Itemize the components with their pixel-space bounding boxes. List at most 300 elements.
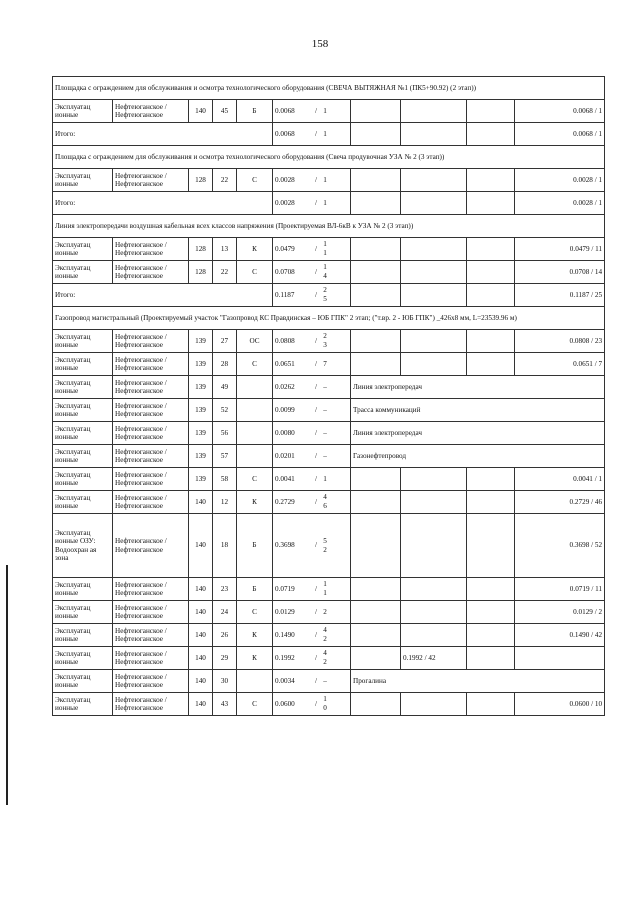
area-slash: / (315, 382, 317, 391)
quarter-number: 140 (189, 514, 213, 578)
area-denominator: 1 (323, 249, 327, 257)
table-row (53, 624, 605, 647)
land-category: Эксплуатац ионные (53, 624, 113, 647)
area-cell (273, 284, 351, 307)
section-heading-row (53, 307, 605, 330)
stand-type: С (237, 353, 273, 376)
forestry-name: Нефтеюганское / Нефтеюганское (113, 670, 189, 693)
forestry-name: Нефтеюганское / Нефтеюганское (113, 693, 189, 716)
section-total-row (53, 123, 605, 146)
row-total: 0.0129 / 2 (515, 601, 605, 624)
row-total: 0.0041 / 1 (515, 468, 605, 491)
area-cell (273, 376, 351, 399)
stand-type (237, 399, 273, 422)
land-category: Эксплуатац ионные (53, 578, 113, 601)
stand-type: К (237, 624, 273, 647)
area-slash: / (315, 630, 317, 639)
area-cell (273, 399, 351, 422)
area-numerator: 1 (323, 474, 327, 483)
area-cell (273, 192, 351, 215)
column-8-value (467, 601, 515, 624)
table-row (53, 578, 605, 601)
column-7-value (401, 514, 467, 578)
area-numerator: 4 (323, 493, 327, 502)
area-denominator: 1 (323, 589, 327, 597)
land-category: Эксплуатац ионные (53, 491, 113, 514)
area-cell (273, 261, 351, 284)
compartment-number: 29 (213, 647, 237, 670)
table-row (53, 647, 605, 670)
quarter-number: 140 (189, 624, 213, 647)
forestry-name: Нефтеюганское / Нефтеюганское (113, 376, 189, 399)
total-label: Итого: (53, 284, 273, 307)
section-heading: Линия электропередачи воздушная кабельная всех классов напряжения (Проектируемая ВЛ-6кВ к УЗА № 2 (3 этап)) (53, 215, 605, 238)
compartment-number: 22 (213, 169, 237, 192)
section-total-value: 0.0028 / 1 (515, 192, 605, 215)
area-numerator: 7 (323, 359, 327, 368)
compartment-number: 49 (213, 376, 237, 399)
empty-cell (351, 514, 401, 578)
column-8-value (467, 330, 515, 353)
compartment-number: 57 (213, 445, 237, 468)
area-denominator: 6 (323, 502, 327, 510)
area-value: 0.0262 (275, 382, 295, 391)
page-number: 158 (311, 38, 329, 50)
empty-cell (351, 353, 401, 376)
area-cell (273, 100, 351, 123)
stand-type (237, 445, 273, 468)
row-total: 0.0719 / 11 (515, 578, 605, 601)
column-7-value (401, 693, 467, 716)
column-7-value (401, 169, 467, 192)
column-7-value: 0.1992 / 42 (401, 647, 467, 670)
empty-cell (467, 284, 515, 307)
forestry-name: Нефтеюганское / Нефтеюганское (113, 399, 189, 422)
area-cell (273, 468, 351, 491)
area-slash: / (315, 497, 317, 506)
area-numerator: – (323, 405, 327, 414)
area-cell (273, 693, 351, 716)
area-slash: / (315, 198, 317, 207)
area-slash: / (315, 290, 317, 299)
table-row (53, 399, 605, 422)
column-7-value (401, 238, 467, 261)
area-cell (273, 601, 351, 624)
forestry-name: Нефтеюганское / Нефтеюганское (113, 422, 189, 445)
land-category: Эксплуатац ионные (53, 376, 113, 399)
area-fraction (321, 493, 329, 510)
stand-type: Б (237, 578, 273, 601)
empty-cell (467, 192, 515, 215)
stand-type (237, 670, 273, 693)
empty-cell (401, 284, 467, 307)
land-category: Эксплуатац ионные (53, 601, 113, 624)
column-7-value (401, 261, 467, 284)
column-8-value (467, 624, 515, 647)
area-cell (273, 624, 351, 647)
area-slash: / (315, 359, 317, 368)
area-numerator: 1 (323, 129, 327, 138)
area-fraction (321, 199, 329, 208)
stand-type: С (237, 468, 273, 491)
stand-type: Б (237, 514, 273, 578)
column-7-value (401, 578, 467, 601)
compartment-number: 58 (213, 468, 237, 491)
stand-type: ОС (237, 330, 273, 353)
section-total-value: 0.1187 / 25 (515, 284, 605, 307)
area-fraction (321, 608, 329, 617)
stand-type (237, 376, 273, 399)
area-value: 0.0129 (275, 607, 295, 616)
table-row (53, 670, 605, 693)
land-category: Эксплуатац ионные (53, 100, 113, 123)
area-fraction (321, 475, 329, 484)
compartment-number: 12 (213, 491, 237, 514)
area-cell (273, 330, 351, 353)
column-8-value (467, 261, 515, 284)
column-8-value (467, 238, 515, 261)
area-cell (273, 238, 351, 261)
area-numerator: – (323, 428, 327, 437)
stand-type: К (237, 647, 273, 670)
land-use-note: Линия электропередач (351, 422, 605, 445)
row-total: 0.1490 / 42 (515, 624, 605, 647)
area-slash: / (315, 584, 317, 593)
area-cell (273, 514, 351, 578)
land-category: Эксплуатац ионные (53, 445, 113, 468)
area-value: 0.0719 (275, 584, 295, 593)
area-fraction (321, 626, 329, 643)
area-denominator: 2 (323, 545, 327, 554)
column-8-value (467, 647, 515, 670)
section-heading-row (53, 77, 605, 100)
area-slash: / (315, 607, 317, 616)
column-7-value (401, 353, 467, 376)
quarter-number: 128 (189, 169, 213, 192)
area-fraction (321, 176, 329, 185)
forestry-name: Нефтеюганское / Нефтеюганское (113, 100, 189, 123)
quarter-number: 139 (189, 445, 213, 468)
column-8-value (467, 514, 515, 578)
area-cell (273, 123, 351, 146)
area-value: 0.0651 (275, 359, 295, 368)
area-slash: / (315, 653, 317, 662)
compartment-number: 23 (213, 578, 237, 601)
area-slash: / (315, 451, 317, 460)
area-value: 0.0034 (275, 676, 295, 685)
stand-type: Б (237, 100, 273, 123)
land-use-note: Линия электропередач (351, 376, 605, 399)
compartment-number: 45 (213, 100, 237, 123)
section-heading-row (53, 215, 605, 238)
area-cell (273, 670, 351, 693)
stand-type: К (237, 238, 273, 261)
quarter-number: 140 (189, 670, 213, 693)
area-fraction (321, 677, 329, 686)
compartment-number: 24 (213, 601, 237, 624)
area-value: 0.0708 (275, 267, 295, 276)
quarter-number: 139 (189, 330, 213, 353)
stand-type: С (237, 261, 273, 284)
area-numerator: – (323, 382, 327, 391)
row-total: 0.0651 / 7 (515, 353, 605, 376)
quarter-number: 139 (189, 468, 213, 491)
area-denominator: 0 (323, 704, 327, 712)
area-cell (273, 445, 351, 468)
area-value: 0.1490 (275, 630, 295, 639)
area-numerator: 2 (323, 332, 327, 341)
area-numerator: 2 (323, 286, 327, 295)
table-row (53, 445, 605, 468)
forestry-name: Нефтеюганское / Нефтеюганское (113, 468, 189, 491)
land-category: Эксплуатац ионные (53, 399, 113, 422)
area-fraction (321, 360, 329, 369)
quarter-number: 139 (189, 353, 213, 376)
area-cell (273, 169, 351, 192)
empty-cell (351, 100, 401, 123)
forestry-name: Нефтеюганское / Нефтеюганское (113, 330, 189, 353)
area-numerator: 5 (323, 536, 327, 545)
area-numerator: 1 (323, 263, 327, 272)
table-row (53, 100, 605, 123)
area-numerator: 4 (323, 626, 327, 635)
empty-cell (351, 123, 401, 146)
area-cell (273, 353, 351, 376)
forestry-name: Нефтеюганское / Нефтеюганское (113, 491, 189, 514)
section-total-row (53, 284, 605, 307)
area-value: 0.0080 (275, 428, 295, 437)
column-8-value (467, 693, 515, 716)
compartment-number: 28 (213, 353, 237, 376)
table-row (53, 169, 605, 192)
stand-type: С (237, 169, 273, 192)
table-row (53, 693, 605, 716)
empty-cell (351, 578, 401, 601)
area-slash: / (315, 699, 317, 708)
table-row (53, 353, 605, 376)
area-fraction (321, 286, 329, 303)
quarter-number: 140 (189, 601, 213, 624)
empty-cell (351, 169, 401, 192)
area-fraction (321, 537, 329, 554)
column-8-value (467, 169, 515, 192)
area-slash: / (315, 428, 317, 437)
area-fraction (321, 130, 329, 139)
quarter-number: 139 (189, 376, 213, 399)
area-numerator: 2 (323, 607, 327, 616)
empty-cell (351, 261, 401, 284)
compartment-number: 56 (213, 422, 237, 445)
forest-plot-table (52, 76, 605, 716)
compartment-number: 26 (213, 624, 237, 647)
row-total: 0.0068 / 1 (515, 100, 605, 123)
area-denominator: 2 (323, 658, 327, 666)
area-cell (273, 647, 351, 670)
compartment-number: 30 (213, 670, 237, 693)
row-total: 0.0600 / 10 (515, 693, 605, 716)
table-row (53, 261, 605, 284)
quarter-number: 140 (189, 100, 213, 123)
empty-cell (467, 123, 515, 146)
area-cell (273, 422, 351, 445)
section-heading: Газопровод магистральный (Проектируемый участок "Газопровод КС Правдинская – ЮБ ГПК" 2 этап; ("т.вр. 2 - ЮБ ГПК") _426х8 мм, L=23539.96 м) (53, 307, 605, 330)
forestry-name: Нефтеюганское / Нефтеюганское (113, 578, 189, 601)
forestry-name: Нефтеюганское / Нефтеюганское (113, 647, 189, 670)
table-row (53, 238, 605, 261)
column-7-value (401, 491, 467, 514)
table-row (53, 330, 605, 353)
compartment-number: 22 (213, 261, 237, 284)
quarter-number: 139 (189, 422, 213, 445)
area-value: 0.0099 (275, 405, 295, 414)
column-7-value (401, 601, 467, 624)
area-fraction (321, 383, 329, 392)
empty-cell (351, 330, 401, 353)
compartment-number: 18 (213, 514, 237, 578)
quarter-number: 140 (189, 578, 213, 601)
area-fraction (321, 580, 329, 597)
section-heading: Площадка с ограждением для обслуживания и осмотра технологического оборудования (Свеча продувочная УЗА № 2 (3 этап)) (53, 146, 605, 169)
forestry-name: Нефтеюганское / Нефтеюганское (113, 514, 189, 578)
forestry-name: Нефтеюганское / Нефтеюганское (113, 445, 189, 468)
area-slash: / (315, 175, 317, 184)
area-slash: / (315, 336, 317, 345)
forestry-name: Нефтеюганское / Нефтеюганское (113, 238, 189, 261)
column-8-value (467, 578, 515, 601)
area-slash: / (315, 129, 317, 138)
area-slash: / (315, 244, 317, 253)
area-fraction (321, 240, 329, 257)
section-heading-row (53, 146, 605, 169)
area-fraction (321, 649, 329, 666)
land-category: Эксплуатац ионные (53, 693, 113, 716)
area-value: 0.0028 (275, 175, 295, 184)
empty-cell (351, 647, 401, 670)
total-label: Итого: (53, 123, 273, 146)
area-value: 0.0028 (275, 198, 295, 207)
land-category: Эксплуатац ионные (53, 647, 113, 670)
area-cell (273, 578, 351, 601)
area-numerator: 1 (323, 198, 327, 207)
area-value: 0.0041 (275, 474, 295, 483)
area-cell (273, 491, 351, 514)
area-slash: / (315, 474, 317, 483)
row-total: 0.0708 / 14 (515, 261, 605, 284)
stand-type (237, 422, 273, 445)
forestry-name: Нефтеюганское / Нефтеюганское (113, 169, 189, 192)
compartment-number: 43 (213, 693, 237, 716)
column-7-value (401, 624, 467, 647)
land-category: Эксплуатац ионные ОЗУ: Водоохран ая зона (53, 514, 113, 578)
column-7-value (401, 468, 467, 491)
area-value: 0.0201 (275, 451, 295, 460)
land-category: Эксплуатац ионные (53, 238, 113, 261)
land-category: Эксплуатац ионные (53, 468, 113, 491)
area-numerator: 1 (323, 175, 327, 184)
quarter-number: 140 (189, 693, 213, 716)
column-7-value (401, 100, 467, 123)
forestry-name: Нефтеюганское / Нефтеюганское (113, 261, 189, 284)
area-numerator: 1 (323, 240, 327, 249)
compartment-number: 27 (213, 330, 237, 353)
table-row (53, 468, 605, 491)
area-numerator: 4 (323, 649, 327, 658)
area-value: 0.2729 (275, 497, 295, 506)
stand-type: К (237, 491, 273, 514)
compartment-number: 52 (213, 399, 237, 422)
area-numerator: 1 (323, 106, 327, 115)
empty-cell (351, 192, 401, 215)
empty-cell (351, 693, 401, 716)
area-value: 0.1992 (275, 653, 295, 662)
forestry-name: Нефтеюганское / Нефтеюганское (113, 624, 189, 647)
land-use-note: Трасса коммуникаций (351, 399, 605, 422)
quarter-number: 128 (189, 261, 213, 284)
row-total: 0.3698 / 52 (515, 514, 605, 578)
land-category: Эксплуатац ионные (53, 330, 113, 353)
row-total: 0.0028 / 1 (515, 169, 605, 192)
area-value: 0.0808 (275, 336, 295, 345)
area-fraction (321, 452, 329, 461)
empty-cell (401, 192, 467, 215)
area-value: 0.0600 (275, 699, 295, 708)
compartment-number: 13 (213, 238, 237, 261)
row-total (515, 647, 605, 670)
area-slash: / (315, 541, 317, 550)
empty-cell (351, 468, 401, 491)
land-category: Эксплуатац ионные (53, 422, 113, 445)
area-denominator: 2 (323, 635, 327, 643)
area-fraction (321, 695, 329, 712)
section-total-row (53, 192, 605, 215)
land-use-note: Газонефтепровод (351, 445, 605, 468)
quarter-number: 140 (189, 491, 213, 514)
empty-cell (351, 284, 401, 307)
column-8-value (467, 100, 515, 123)
area-fraction (321, 429, 329, 438)
land-category: Эксплуатац ионные (53, 169, 113, 192)
area-slash: / (315, 106, 317, 115)
table-row (53, 422, 605, 445)
empty-cell (401, 123, 467, 146)
area-slash: / (315, 267, 317, 276)
stand-type: С (237, 601, 273, 624)
table-row (53, 491, 605, 514)
stand-type: С (237, 693, 273, 716)
land-use-note: Прогалина (351, 670, 605, 693)
forestry-name: Нефтеюганское / Нефтеюганское (113, 353, 189, 376)
area-fraction (321, 406, 329, 415)
column-7-value (401, 330, 467, 353)
empty-cell (351, 624, 401, 647)
table-row (53, 376, 605, 399)
area-numerator: 1 (323, 580, 327, 589)
forestry-name: Нефтеюганское / Нефтеюганское (113, 601, 189, 624)
area-denominator: 4 (323, 272, 327, 280)
section-total-value: 0.0068 / 1 (515, 123, 605, 146)
column-8-value (467, 353, 515, 376)
empty-cell (351, 601, 401, 624)
table-row (53, 601, 605, 624)
quarter-number: 128 (189, 238, 213, 261)
area-value: 0.3698 (275, 541, 295, 550)
area-slash: / (315, 405, 317, 414)
row-total: 0.2729 / 46 (515, 491, 605, 514)
area-value: 0.0068 (275, 129, 295, 138)
total-label: Итого: (53, 192, 273, 215)
area-fraction (321, 263, 329, 280)
table-row (53, 514, 605, 578)
